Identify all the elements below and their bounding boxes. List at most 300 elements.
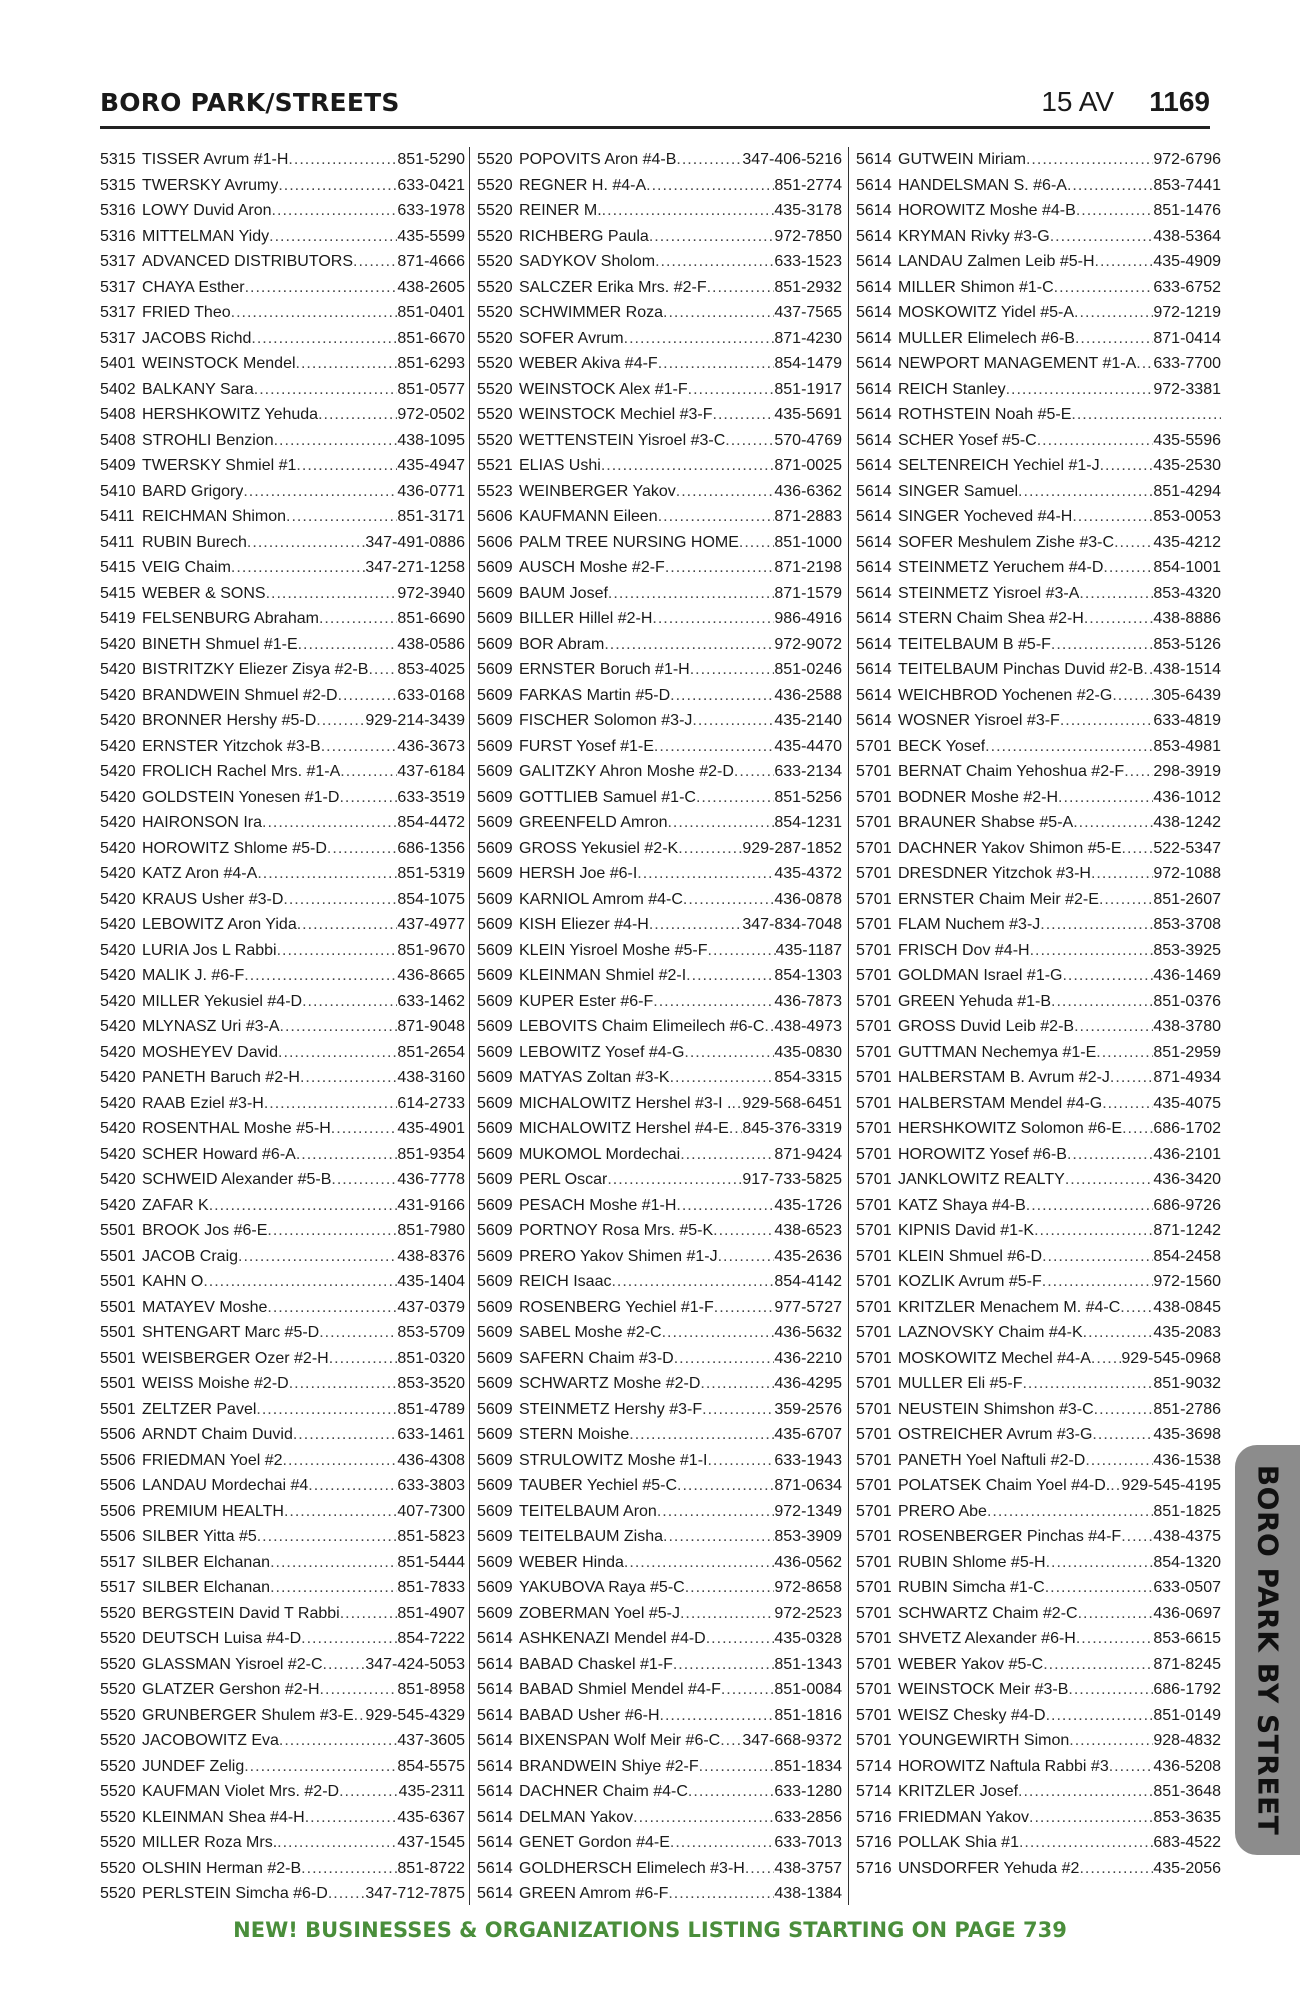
listing-row	[100, 1652, 465, 1678]
house-number: 5701	[856, 992, 892, 1010]
resident-name: SCHWARTZ Chaim #2-C	[898, 1604, 1078, 1622]
phone-number: 929-545-0968	[1121, 1349, 1221, 1367]
resident-name: KLEIN Yisroel Moshe #5-F	[519, 941, 708, 959]
house-number: 5701	[856, 1400, 892, 1418]
listing-row	[477, 326, 842, 352]
listing-row	[100, 963, 465, 989]
house-number: 5614	[856, 227, 892, 245]
house-number: 5420	[100, 635, 136, 653]
house-number: 5520	[477, 253, 513, 270]
listing-row	[856, 810, 1221, 836]
resident-name: BECK Yosef	[898, 737, 986, 755]
resident-name: WEBER & SONS	[142, 584, 266, 602]
leader-dots	[328, 1881, 366, 1907]
phone-number: 435-1187	[775, 941, 842, 959]
house-number: 5716	[856, 1808, 892, 1826]
listing-row	[100, 173, 465, 199]
phone-number: 436-2588	[774, 686, 842, 704]
house-number: 5419	[100, 610, 136, 627]
listing-row	[100, 810, 465, 836]
house-number: 5520	[477, 304, 513, 321]
leader-dots	[1083, 1320, 1154, 1346]
resident-name: LEBOVITS Chaim Elimeilech #6-C	[519, 1018, 765, 1035]
resident-name: GROSS Duvid Leib #2-B	[898, 1018, 1075, 1035]
resident-name: MULLER Eli #5-F	[898, 1375, 1023, 1392]
listing-row	[100, 479, 465, 505]
listing-row	[477, 1346, 842, 1372]
page-number: 1169	[1149, 86, 1210, 117]
leader-dots	[286, 504, 397, 530]
house-number: 5609	[477, 941, 513, 959]
leader-dots	[680, 1142, 774, 1168]
phone-number: 686-9726	[1153, 1196, 1221, 1214]
house-number: 5614	[856, 508, 892, 525]
listing-row	[856, 326, 1221, 352]
house-number: 5520	[477, 431, 513, 449]
leader-dots	[1045, 1575, 1154, 1601]
phone-number: 437-7565	[774, 304, 842, 321]
resident-name: LANDAU Zalmen Leib #5-H	[898, 253, 1095, 270]
listing-row	[856, 147, 1221, 173]
phone-number: 854-1231	[774, 814, 842, 831]
house-number: 5701	[856, 1426, 892, 1443]
house-number: 5415	[100, 584, 136, 602]
phone-number: 977-5727	[774, 1298, 842, 1316]
resident-name: ROSENBERGER Pinchas #4-F	[898, 1528, 1122, 1545]
leader-dots	[1143, 657, 1153, 683]
house-number: 5506	[100, 1477, 136, 1494]
phone-number: 851-8722	[397, 1859, 465, 1877]
leader-dots	[1092, 1422, 1153, 1448]
resident-name: FRIEDMAN Yakov	[898, 1808, 1029, 1826]
house-number: 5701	[856, 1502, 892, 1520]
listing-row	[856, 1167, 1221, 1193]
listing-row	[477, 1601, 842, 1627]
phone-number: 614-2733	[397, 1094, 465, 1112]
leader-dots	[686, 963, 774, 989]
house-number: 5506	[100, 1502, 136, 1520]
house-number: 5501	[100, 1222, 136, 1239]
section-side-tab[interactable]	[1235, 1445, 1300, 1855]
house-number: 5609	[477, 1247, 513, 1265]
leader-dots	[264, 1091, 398, 1117]
leader-dots	[708, 938, 776, 964]
listing-row	[856, 1805, 1221, 1831]
listing-row	[100, 1626, 465, 1652]
resident-name: RUBIN Simcha #1-C	[898, 1579, 1045, 1596]
phone-number: 851-0401	[397, 304, 465, 321]
house-number: 5317	[100, 329, 136, 347]
phone-number: 633-1523	[774, 253, 842, 270]
phone-number: 851-9354	[397, 1145, 465, 1163]
listing-row	[856, 1244, 1221, 1270]
listing-row	[100, 1550, 465, 1576]
leader-dots	[1068, 1677, 1153, 1703]
leader-dots	[1073, 810, 1153, 836]
leader-dots	[674, 1346, 775, 1372]
listing-row	[477, 530, 842, 556]
phone-number: 917-733-5825	[742, 1171, 842, 1188]
house-number: 5609	[477, 967, 513, 984]
resident-name: DACHNER Yakov Shimon #5-E	[898, 839, 1122, 857]
listing-column-2	[477, 147, 842, 1907]
listing-row	[856, 1601, 1221, 1627]
leader-dots	[1076, 198, 1154, 224]
leader-dots	[238, 1244, 397, 1270]
leader-dots	[662, 1320, 775, 1346]
listing-row	[477, 300, 842, 326]
listing-row	[100, 555, 465, 581]
house-number: 5614	[477, 1655, 513, 1673]
listing-row	[856, 1371, 1221, 1397]
phone-number: 851-6670	[397, 329, 465, 347]
phone-number: 871-0414	[1153, 329, 1221, 347]
listing-row	[856, 1677, 1221, 1703]
leader-dots	[1103, 555, 1153, 581]
resident-name: PREMIUM HEALTH	[142, 1502, 284, 1520]
phone-number: 871-0634	[774, 1477, 842, 1494]
listing-row	[856, 1065, 1221, 1091]
resident-name: BODNER Moshe #2-H	[898, 788, 1059, 806]
listing-row	[477, 1167, 842, 1193]
resident-name: SABEL Moshe #2-C	[519, 1324, 662, 1341]
listing-row	[856, 1295, 1221, 1321]
phone-number: 436-0771	[397, 482, 465, 500]
leader-dots	[1078, 1601, 1154, 1627]
resident-name: KUPER Ester #6-F	[519, 992, 654, 1010]
house-number: 5609	[477, 1349, 513, 1367]
phone-number: 851-4294	[1153, 482, 1221, 500]
leader-dots	[1094, 1397, 1154, 1423]
listing-row	[100, 1320, 465, 1346]
leader-dots	[1029, 1805, 1153, 1831]
house-number: 5420	[100, 1043, 136, 1061]
leader-dots	[602, 198, 775, 224]
listing-row	[477, 1626, 842, 1652]
phone-number: 851-1825	[1153, 1502, 1221, 1520]
house-number: 5609	[477, 584, 513, 602]
house-number: 5614	[856, 176, 892, 194]
resident-name: JACOBOWITZ Eva	[142, 1732, 279, 1749]
phone-number: 436-3673	[397, 737, 465, 755]
phone-number: 438-8376	[397, 1247, 465, 1265]
phone-number: 633-4819	[1153, 712, 1221, 729]
house-number: 5420	[100, 1120, 136, 1137]
resident-name: MILLER Yekusiel #4-D	[142, 992, 303, 1010]
phone-number: 972-7850	[774, 227, 842, 245]
phone-number: 851-5823	[397, 1528, 465, 1545]
leader-dots	[985, 734, 1153, 760]
leader-dots	[296, 1142, 398, 1168]
house-number: 5614	[856, 559, 892, 576]
house-number: 5614	[856, 202, 892, 219]
resident-name: KATZ Aron #4-A	[142, 865, 258, 882]
house-number: 5520	[477, 176, 513, 194]
leader-dots	[300, 1065, 397, 1091]
house-number: 5701	[856, 839, 892, 857]
listing-row	[477, 657, 842, 683]
phone-number: 437-4977	[397, 916, 465, 933]
listing-row	[100, 1728, 465, 1754]
leader-dots	[266, 581, 398, 607]
leader-dots	[231, 300, 398, 326]
phone-number: 436-2210	[774, 1349, 842, 1367]
phone-number: 854-4472	[397, 814, 465, 831]
leader-dots	[604, 632, 774, 658]
listing-row	[477, 734, 842, 760]
house-number: 5609	[477, 1502, 513, 1520]
listing-row	[477, 989, 842, 1015]
resident-name: JACOB Craig	[142, 1247, 239, 1265]
phone-number: 972-2523	[774, 1604, 842, 1622]
listing-column-1	[100, 147, 465, 1907]
phone-number: 851-5256	[774, 788, 842, 806]
listing-row	[477, 938, 842, 964]
listing-row	[856, 1346, 1221, 1372]
phone-number: 871-9048	[397, 1018, 465, 1035]
resident-name: KRAUS Usher #3-D	[142, 890, 284, 908]
house-number: 5609	[477, 865, 513, 882]
resident-name: ASHKENAZI Mendel #4-D	[519, 1630, 706, 1647]
listing-row	[100, 1499, 465, 1525]
resident-name: DELMAN Yakov	[519, 1808, 634, 1826]
listing-row	[477, 810, 842, 836]
leader-dots	[245, 275, 398, 301]
house-number: 5317	[100, 253, 136, 270]
leader-dots	[289, 1371, 398, 1397]
listing-row	[100, 1371, 465, 1397]
listing-row	[856, 1550, 1221, 1576]
resident-name: PANETH Yoel Naftuli #2-D	[898, 1451, 1086, 1469]
house-number: 5701	[856, 1528, 892, 1545]
listing-row	[856, 734, 1221, 760]
resident-name: RUBIN Shlome #5-H	[898, 1553, 1046, 1571]
phone-number: 437-0379	[397, 1298, 465, 1316]
resident-name: MOSKOWITZ Yidel #5-A	[898, 304, 1075, 321]
resident-name: BERNAT Chaim Yehoshua #2-F	[898, 763, 1125, 780]
listing-row	[856, 1397, 1221, 1423]
house-number: 5701	[856, 1043, 892, 1061]
phone-number: 871-9424	[774, 1145, 842, 1163]
leader-dots	[608, 581, 774, 607]
phone-number: 929-545-4329	[365, 1706, 465, 1724]
house-number: 5701	[856, 1732, 892, 1749]
house-number: 5521	[477, 457, 513, 474]
leader-dots	[987, 1499, 1153, 1525]
house-number: 5614	[856, 712, 892, 729]
phone-number: 438-1384	[774, 1885, 842, 1902]
listing-row	[477, 1779, 842, 1805]
phone-number: 436-6362	[774, 482, 842, 500]
phone-number: 853-5709	[397, 1324, 465, 1341]
phone-number: 633-1978	[397, 202, 465, 219]
house-number: 5701	[856, 1655, 892, 1673]
leader-dots	[1100, 453, 1154, 479]
listing-row	[100, 377, 465, 403]
house-number: 5701	[856, 1018, 892, 1035]
resident-name: KAHN O	[142, 1273, 204, 1290]
listing-row	[856, 453, 1221, 479]
phone-number: 438-0845	[1153, 1298, 1221, 1316]
resident-name: FELSENBURG Abraham	[142, 610, 319, 627]
phone-number: 431-9166	[397, 1196, 465, 1214]
house-number: 5520	[477, 278, 513, 296]
house-number: 5701	[856, 1171, 892, 1188]
house-number: 5701	[856, 1451, 892, 1469]
house-number: 5420	[100, 967, 136, 984]
house-number: 5609	[477, 763, 513, 780]
listing-row	[477, 198, 842, 224]
phone-number: 851-7980	[397, 1222, 465, 1239]
house-number: 5517	[100, 1553, 136, 1571]
leader-dots	[1110, 1065, 1153, 1091]
resident-name: FRISCH Dov #4-H	[898, 941, 1030, 959]
house-number: 5716	[856, 1859, 892, 1877]
resident-name: BERGSTEIN David T Rabbi	[142, 1604, 340, 1622]
leader-dots	[660, 1703, 775, 1729]
listing-row	[856, 198, 1221, 224]
listing-row	[856, 1652, 1221, 1678]
house-number: 5316	[100, 202, 136, 219]
leader-dots	[1136, 351, 1153, 377]
resident-name: RAAB Eziel #3-H	[142, 1094, 264, 1112]
leader-dots	[1067, 173, 1153, 199]
listing-row	[477, 1320, 842, 1346]
house-number: 5501	[100, 1298, 136, 1316]
leader-dots	[1099, 887, 1153, 913]
leader-dots	[745, 1856, 775, 1882]
leader-dots	[293, 1422, 398, 1448]
listing-row	[856, 1575, 1221, 1601]
phone-number: 851-1834	[774, 1757, 842, 1775]
phone-number: 929-568-6451	[742, 1094, 842, 1112]
listing-row	[100, 1040, 465, 1066]
phone-number: 435-4372	[774, 865, 842, 882]
leader-dots	[1046, 1703, 1154, 1729]
house-number: 5420	[100, 916, 136, 933]
phone-number: 522-5347	[1153, 839, 1221, 857]
listing-row	[477, 147, 842, 173]
house-number: 5614	[856, 457, 892, 474]
listing-row	[100, 606, 465, 632]
phone-number: 633-1280	[774, 1783, 842, 1800]
phone-number: 435-2140	[774, 712, 842, 729]
leader-dots	[673, 1652, 775, 1678]
resident-name: HANDELSMAN S. #6-A	[898, 176, 1067, 194]
house-number: 5609	[477, 1477, 513, 1494]
phone-number: 853-3909	[774, 1528, 842, 1545]
house-number: 5609	[477, 1426, 513, 1443]
listing-row	[856, 555, 1221, 581]
house-number: 5420	[100, 763, 136, 780]
house-number: 5701	[856, 1145, 892, 1163]
house-number: 5614	[856, 610, 892, 627]
leader-dots	[301, 1856, 397, 1882]
leader-dots	[279, 1728, 397, 1754]
house-number: 5614	[856, 482, 892, 500]
house-number: 5420	[100, 1069, 136, 1086]
resident-name: GROSS Yekusiel #2-K	[519, 839, 679, 857]
listing-row	[477, 1371, 842, 1397]
house-number: 5411	[100, 508, 135, 525]
listing-row	[477, 1550, 842, 1576]
phone-number: 851-5290	[397, 151, 465, 168]
leader-dots	[624, 326, 775, 352]
phone-number: 436-5632	[774, 1324, 842, 1341]
phone-number: 437-1545	[397, 1834, 465, 1851]
listing-row	[856, 1779, 1221, 1805]
listing-row	[856, 1499, 1221, 1525]
listing-row	[100, 1677, 465, 1703]
resident-name: NEUSTEIN Shimshon #3-C	[898, 1400, 1094, 1418]
listing-row	[100, 326, 465, 352]
listing-row	[856, 428, 1221, 454]
phone-number: 928-4832	[1153, 1732, 1221, 1749]
house-number: 5614	[477, 1757, 513, 1775]
listing-row	[100, 1167, 465, 1193]
listing-row	[856, 402, 1221, 428]
resident-name: KLEIN Shmuel #6-D	[898, 1247, 1043, 1265]
leader-dots	[1067, 1142, 1153, 1168]
listing-row	[856, 1116, 1221, 1142]
house-number: 5609	[477, 1018, 513, 1035]
phone-number: 851-1917	[774, 380, 842, 398]
resident-name: PRERO Abe	[898, 1502, 987, 1520]
resident-name: SCHWARTZ Moshe #2-D	[519, 1375, 701, 1392]
resident-name: WEINSTOCK Mendel	[142, 355, 296, 372]
house-number: 5420	[100, 686, 136, 704]
listing-row	[100, 198, 465, 224]
phone-number: 633-1943	[774, 1451, 842, 1469]
phone-number: 436-7778	[397, 1171, 465, 1188]
leader-dots	[649, 224, 775, 250]
resident-name: MILLER Shimon #1-C	[898, 278, 1054, 296]
leader-dots	[629, 1422, 774, 1448]
leader-dots	[305, 1805, 398, 1831]
resident-name: SILBER Elchanan	[142, 1579, 271, 1596]
listing-column-3	[856, 147, 1221, 1881]
house-number: 5609	[477, 1171, 513, 1188]
leader-dots	[329, 1346, 398, 1372]
leader-dots	[1074, 1014, 1153, 1040]
house-number: 5609	[477, 1375, 513, 1392]
leader-dots	[1018, 479, 1153, 505]
house-number: 5701	[856, 1247, 892, 1265]
phone-number: 438-4375	[1153, 1528, 1221, 1545]
house-number: 5520	[100, 1630, 136, 1647]
listing-row	[477, 1014, 842, 1040]
leader-dots	[713, 1218, 774, 1244]
listing-row	[100, 1805, 465, 1831]
phone-number: 686-1356	[397, 839, 465, 857]
leader-dots	[637, 861, 774, 887]
resident-name: ERNSTER Yitzchok #3-B	[142, 737, 321, 755]
listing-row	[477, 683, 842, 709]
phone-number: 986-4916	[774, 610, 842, 627]
house-number: 5614	[856, 355, 892, 372]
leader-dots	[676, 147, 742, 173]
phone-number: 853-6615	[1153, 1630, 1221, 1647]
listing-row	[477, 453, 842, 479]
leader-dots	[283, 887, 397, 913]
listing-row	[477, 1703, 842, 1729]
leader-dots	[319, 606, 397, 632]
leader-dots	[684, 1040, 774, 1066]
phone-number: 436-8665	[397, 967, 465, 984]
resident-name: FRIED Theo	[142, 304, 231, 321]
resident-name: GREEN Yehuda #1-B	[898, 992, 1051, 1010]
listing-row	[477, 224, 842, 250]
